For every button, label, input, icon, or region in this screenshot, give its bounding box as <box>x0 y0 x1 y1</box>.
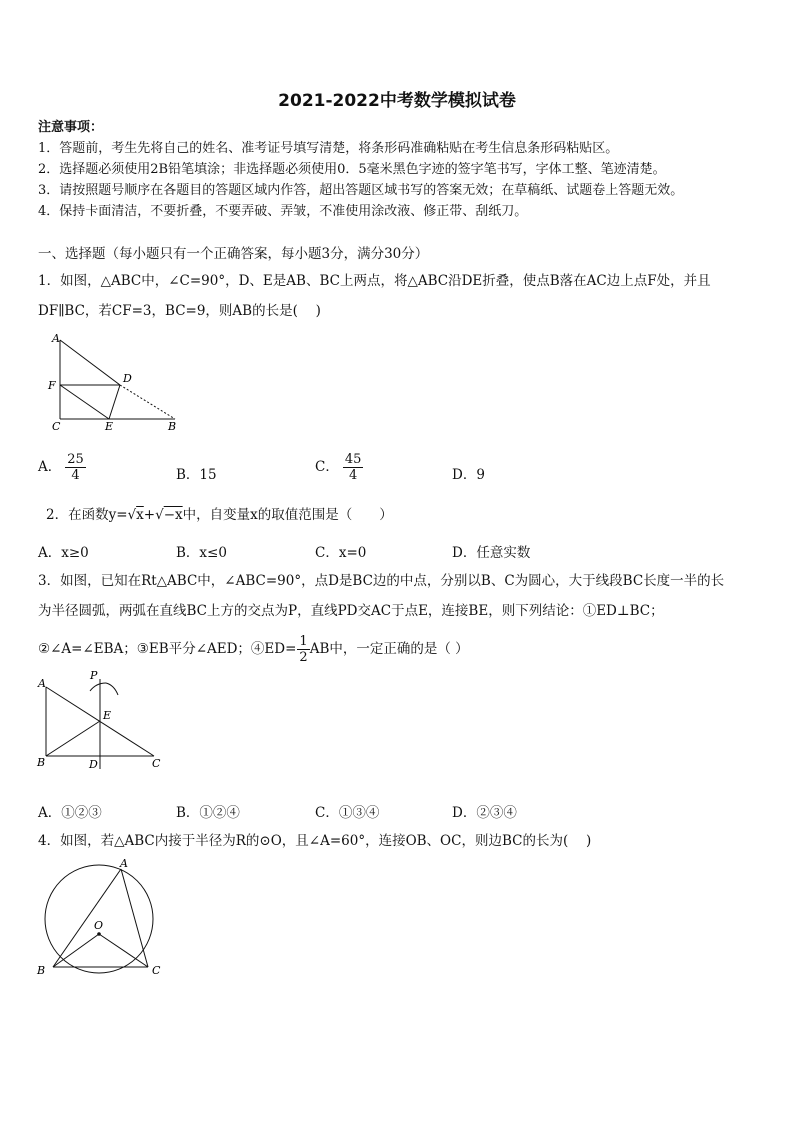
q3-option-c[interactable]: C．①③④ <box>315 805 380 821</box>
q2-radicand-2: −x <box>163 507 183 523</box>
q3-label-a: A <box>38 677 46 690</box>
q2-option-a[interactable]: A．x≥0 <box>38 545 89 561</box>
q2-radicand-1: x <box>136 507 144 523</box>
q3-option-b[interactable]: B．①②④ <box>176 805 240 821</box>
q2-sqrt-2: √−x <box>155 507 183 523</box>
q3-line-1: 3．如图，已知在Rt△ABC中，∠ABC=90°，点D是BC边的中点，分别以B、C为圆心，大于线段BC长度一半的长 <box>38 573 725 589</box>
notice-heading: 注意事项： <box>38 120 104 135</box>
q3-fraction <box>297 634 309 665</box>
q3-line-3-pre: ②∠A=∠EBA；③EB平分∠AED；④ED= <box>38 641 297 657</box>
q1-option-a-numerator: 25 <box>67 452 84 467</box>
q3-line-2: 为半径圆弧，两弧在直线BC上方的交点为P，直线PD交AC于点E，连接BE，则下列结论：①ED⊥BC； <box>38 603 664 619</box>
q1-label-c: C <box>52 420 61 433</box>
q1-option-a-fraction <box>65 452 86 483</box>
q1-option-b[interactable]: B．15 <box>176 467 217 483</box>
q1-option-c[interactable] <box>315 452 363 483</box>
q1-option-c-fraction <box>343 452 364 483</box>
notice-item-4: 4．保持卡面清洁，不要折叠，不要弄破、弄皱，不准使用涂改液、修正带、刮纸刀。 <box>38 204 528 219</box>
q3-fraction-numerator: 1 <box>299 634 308 649</box>
q1-line-1: 1．如图，△ABC中，∠C=90°，D、E是AB、BC上两点，将△ABC沿DE折叠，使点B落在AC边上点F处，并且 <box>38 273 711 289</box>
q2-stem-pre: 2．在函数y= <box>46 507 128 523</box>
notice-item-2: 2．选择题必须使用2B铅笔填涂；非选择题必须使用0．5毫米黑色字迹的签字笔书写，字体工整、笔迹清楚。 <box>38 162 666 177</box>
q1-option-a[interactable] <box>38 452 86 483</box>
q2-option-b[interactable]: B．x≤0 <box>176 545 227 561</box>
q2-option-c[interactable]: C．x=0 <box>315 545 367 561</box>
notice-item-1: 1．答题前，考生先将自己的姓名、准考证号填写清楚，将条形码准确粘贴在考生信息条形码粘贴区。 <box>38 141 619 156</box>
q4-label-b: B <box>37 964 46 977</box>
section-heading: 一、选择题（每小题只有一个正确答案，每小题3分，满分30分） <box>38 246 429 262</box>
q4-label-a: A <box>120 857 128 870</box>
q2-stem <box>46 504 393 526</box>
q2-stem-post: 中，自变量x的取值范围是（ ） <box>182 507 393 523</box>
q3-line-3 <box>38 634 469 665</box>
q1-option-c-prefix: C． <box>315 459 339 475</box>
q4-line-1: 4．如图，若△ABC内接于半径为R的⊙O，且∠A=60°，连接OB、OC，则边BC的长为( ) <box>38 833 592 849</box>
q1-option-d[interactable]: D．9 <box>452 467 485 483</box>
q1-label-b: B <box>168 420 177 433</box>
q1-figure <box>44 330 194 435</box>
q3-figure <box>34 665 174 775</box>
q3-label-b: B <box>37 756 46 769</box>
q4-label-c: C <box>152 964 161 977</box>
q1-option-c-denominator: 4 <box>348 468 358 483</box>
page-title: 2021-2022中考数学模拟试卷 <box>278 91 516 111</box>
q1-option-c-numerator: 45 <box>344 452 362 467</box>
q1-option-a-denominator: 4 <box>71 468 80 483</box>
q2-sqrt-1: √x <box>127 507 144 523</box>
q3-label-p: P <box>90 669 98 682</box>
notice-item-3: 3．请按照题号顺序在各题目的答题区域内作答，超出答题区域书写的答案无效；在草稿纸、试题卷上答题无效。 <box>38 183 684 198</box>
q1-label-a: A <box>52 332 60 345</box>
q2-option-d[interactable]: D．任意实数 <box>452 545 531 561</box>
q1-label-f: F <box>48 379 56 392</box>
q1-line-2: DF∥BC，若CF=3，BC=9，则AB的长是( ) <box>38 303 321 319</box>
q3-label-d: D <box>89 758 98 771</box>
q3-line-3-post: AB中，一定正确的是（ ） <box>309 641 469 657</box>
q3-option-d[interactable]: D．②③④ <box>452 805 517 821</box>
q3-option-a[interactable]: A．①②③ <box>38 805 102 821</box>
q1-label-e: E <box>105 420 114 433</box>
q3-fraction-denominator: 2 <box>299 650 308 665</box>
q3-label-e: E <box>103 709 112 722</box>
q2-plus: + <box>143 507 156 523</box>
q4-label-o: O <box>94 919 104 932</box>
q3-label-c: C <box>152 757 161 770</box>
q4-figure <box>34 855 174 980</box>
q1-label-d: D <box>123 372 132 385</box>
q1-option-a-prefix: A． <box>38 459 62 475</box>
